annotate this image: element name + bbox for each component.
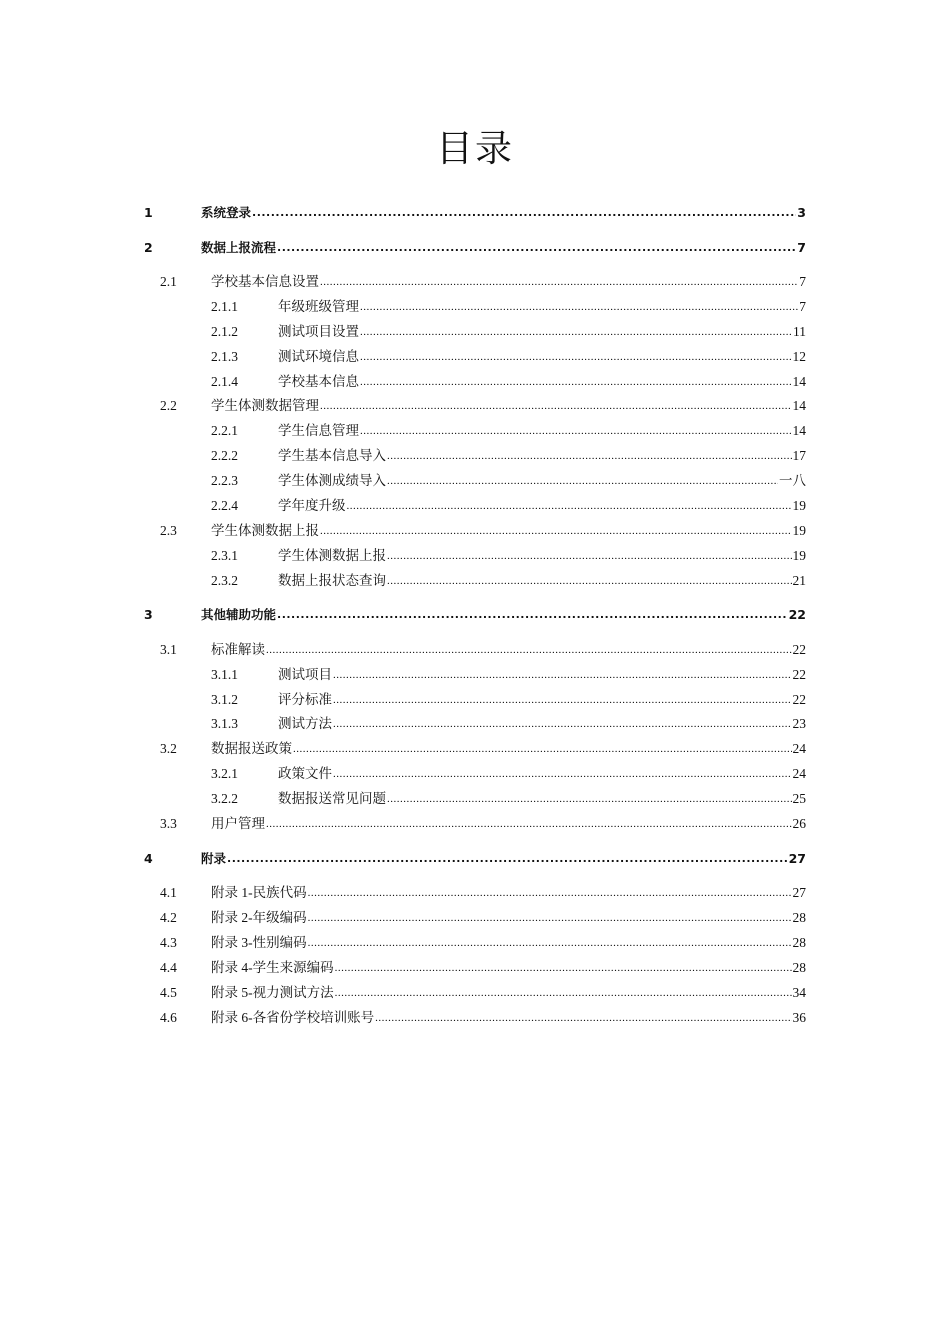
toc-entry[interactable]	[211, 714, 806, 734]
toc-entry[interactable]	[160, 958, 806, 978]
toc-entry-number: 4.2	[160, 910, 177, 925]
toc-dot-leader	[277, 238, 796, 258]
toc-entry-page-number: 3	[797, 205, 806, 220]
toc-entry[interactable]	[211, 546, 806, 566]
toc-dot-leader	[387, 789, 792, 809]
toc-entry[interactable]	[211, 347, 806, 367]
toc-entry-label: 附录 2-年级编码	[211, 910, 307, 925]
toc-dot-leader	[387, 446, 792, 466]
toc-entry-label: 学校基本信息设置	[211, 274, 319, 289]
toc-dot-leader	[333, 714, 792, 734]
toc-dot-leader	[360, 372, 792, 392]
toc-entry-page-number: 22	[792, 667, 806, 682]
toc-dot-leader	[266, 640, 792, 660]
page-title: 目录	[436, 127, 514, 170]
toc-entry[interactable]	[211, 665, 806, 685]
toc-entry-number: 2.2.2	[211, 448, 238, 463]
toc-entry[interactable]	[144, 849, 806, 869]
toc-entry[interactable]	[144, 605, 806, 625]
toc-entry-label: 附录	[201, 851, 227, 866]
toc-entry-label: 附录 4-学生来源编码	[211, 960, 334, 975]
toc-entry-number: 4.4	[160, 960, 177, 975]
toc-entry-number: 1	[144, 205, 153, 220]
toc-entry-label: 附录 6-各省份学校培训账号	[211, 1010, 375, 1025]
toc-entry-number: 2.3	[160, 523, 177, 538]
toc-entry-number: 4.1	[160, 885, 177, 900]
toc-entry-number: 3.2	[160, 741, 177, 756]
toc-entry-page-number: 26	[792, 816, 806, 831]
toc-entry-page-number: 27	[788, 851, 806, 866]
toc-entry-number: 2.1.3	[211, 349, 238, 364]
toc-entry-number: 2	[144, 240, 153, 255]
toc-dot-leader	[333, 764, 792, 784]
toc-entry-number: 3.1	[160, 642, 177, 657]
toc-entry-page-number: 19	[792, 548, 806, 563]
toc-dot-leader	[293, 739, 792, 759]
toc-entry-page-number: 28	[792, 935, 806, 950]
toc-entry-label: 数据上报状态查询	[278, 573, 386, 588]
toc-entry-label: 标准解读	[211, 642, 265, 657]
toc-entry-number: 2.2	[160, 398, 177, 413]
toc-entry-number: 3	[144, 607, 153, 622]
toc-entry-page-number: 36	[792, 1010, 806, 1025]
toc-entry[interactable]	[211, 446, 806, 466]
toc-entry-page-number: 24	[792, 741, 806, 756]
toc-entry-label: 学生信息管理	[278, 423, 359, 438]
toc-entry-label: 测试方法	[278, 716, 332, 731]
toc-entry-label: 数据报送常见问题	[278, 791, 386, 806]
toc-entry[interactable]	[144, 238, 806, 258]
toc-entry-label: 学生体测数据管理	[211, 398, 319, 413]
toc-entry-page-number: 17	[792, 448, 806, 463]
toc-entry-page-number: 14	[792, 423, 806, 438]
toc-dot-leader	[266, 814, 792, 834]
toc-dot-leader	[252, 203, 796, 223]
toc-entry[interactable]	[211, 789, 806, 809]
toc-dot-leader	[360, 347, 792, 367]
toc-entry-page-number: 12	[792, 349, 806, 364]
toc-entry-number: 4.3	[160, 935, 177, 950]
toc-entry-number: 3.1.3	[211, 716, 238, 731]
toc-entry-page-number: 19	[792, 523, 806, 538]
toc-entry[interactable]	[160, 272, 806, 292]
toc-entry[interactable]	[211, 322, 806, 342]
toc-entry-label: 评分标准	[278, 692, 332, 707]
toc-entry-label: 系统登录	[201, 205, 252, 220]
toc-dot-leader	[333, 665, 792, 685]
toc-dot-leader	[360, 297, 798, 317]
toc-entry-number: 2.1.1	[211, 299, 238, 314]
toc-entry-label: 测试项目设置	[278, 324, 359, 339]
toc-entry[interactable]	[211, 571, 806, 591]
toc-dot-leader	[387, 546, 792, 566]
toc-entry-label: 用户管理	[211, 816, 265, 831]
toc-entry[interactable]	[211, 764, 806, 784]
toc-dot-leader	[227, 849, 788, 869]
toc-entry-number: 2.1	[160, 274, 177, 289]
toc-dot-leader	[320, 272, 798, 292]
toc-dot-leader	[277, 605, 788, 625]
toc-entry[interactable]	[144, 203, 806, 223]
toc-entry-label: 数据报送政策	[211, 741, 292, 756]
toc-entry-page-number: 28	[792, 960, 806, 975]
toc-entry-page-number: 22	[792, 692, 806, 707]
toc-entry-number: 4.5	[160, 985, 177, 1000]
toc-dot-leader	[320, 521, 792, 541]
toc-entry-page-number: 28	[792, 910, 806, 925]
toc-entry[interactable]	[160, 396, 806, 416]
toc-entry-page-number: 7	[797, 240, 806, 255]
toc-entry-page-number: 34	[792, 985, 806, 1000]
toc-entry-number: 4.6	[160, 1010, 177, 1025]
toc-entry-number: 2.2.3	[211, 473, 238, 488]
toc-entry-label: 附录 1-民族代码	[211, 885, 307, 900]
toc-entry-label: 学生基本信息导入	[278, 448, 386, 463]
toc-entry[interactable]	[160, 521, 806, 541]
toc-entry-page-number: 22	[792, 642, 806, 657]
toc-entry-label: 学年度升级	[278, 498, 346, 513]
toc-entry-number: 2.3.2	[211, 573, 238, 588]
toc-entry[interactable]	[211, 297, 806, 317]
toc-entry[interactable]	[160, 814, 806, 834]
toc-entry-label: 年级班级管理	[278, 299, 359, 314]
toc-entry-number: 2.1.2	[211, 324, 238, 339]
toc-entry-label: 学生体测数据上报	[278, 548, 386, 563]
toc-entry-number: 3.3	[160, 816, 177, 831]
toc-entry[interactable]	[211, 372, 806, 392]
toc-dot-leader	[387, 471, 778, 491]
toc-dot-leader	[375, 1008, 791, 1028]
toc-dot-leader	[360, 421, 792, 441]
toc-entry-number: 2.2.4	[211, 498, 238, 513]
toc-entry-page-number: 19	[792, 498, 806, 513]
toc-entry-page-number: 27	[792, 885, 806, 900]
toc-entry-page-number: 14	[792, 374, 806, 389]
toc-entry-page-number: 24	[792, 766, 806, 781]
toc-dot-leader	[387, 571, 792, 591]
toc-entry-number: 2.3.1	[211, 548, 238, 563]
toc-entry-number: 3.1.2	[211, 692, 238, 707]
toc-entry[interactable]	[160, 883, 806, 903]
toc-dot-leader	[347, 496, 792, 516]
toc-entry[interactable]	[160, 640, 806, 660]
toc-entry-page-number: 25	[792, 791, 806, 806]
toc-entry-label: 政策文件	[278, 766, 332, 781]
toc-entry-label: 学校基本信息	[278, 374, 359, 389]
toc-entry-page-number: 11	[793, 324, 806, 339]
toc-entry-number: 3.1.1	[211, 667, 238, 682]
toc-dot-leader	[360, 322, 792, 342]
toc-entry-page-number: 23	[792, 716, 806, 731]
toc-entry[interactable]	[160, 1008, 806, 1028]
toc-entry[interactable]	[211, 496, 806, 516]
toc-entry[interactable]	[160, 908, 806, 928]
toc-dot-leader	[320, 396, 792, 416]
toc-entry-page-number: 14	[792, 398, 806, 413]
toc-entry-page-number: 7	[799, 299, 806, 314]
toc-dot-leader	[335, 983, 792, 1003]
toc-entry[interactable]	[160, 739, 806, 759]
toc-entry-page-number: 22	[788, 607, 806, 622]
toc-entry-label: 测试环境信息	[278, 349, 359, 364]
toc-entry[interactable]	[211, 690, 806, 710]
toc-entry[interactable]	[160, 983, 806, 1003]
toc-dot-leader	[308, 908, 792, 928]
toc-entry-page-number: 一八	[779, 473, 806, 488]
toc-entry-label: 测试项目	[278, 667, 332, 682]
toc-dot-leader	[308, 883, 792, 903]
toc-entry-number: 3.2.2	[211, 791, 238, 806]
toc-entry-number: 2.1.4	[211, 374, 238, 389]
toc-dot-leader	[308, 933, 792, 953]
toc-entry-page-number: 7	[799, 274, 806, 289]
toc-entry[interactable]	[211, 421, 806, 441]
toc-entry-label: 其他辅助功能	[201, 607, 277, 622]
toc-entry-number: 2.2.1	[211, 423, 238, 438]
toc-entry-label: 附录 5-视力测试方法	[211, 985, 334, 1000]
toc-entry-number: 4	[144, 851, 153, 866]
toc-entry-number: 3.2.1	[211, 766, 238, 781]
toc-dot-leader	[333, 690, 792, 710]
toc-dot-leader	[335, 958, 792, 978]
toc-entry-page-number: 21	[792, 573, 806, 588]
toc-entry-label: 学生体测成绩导入	[278, 473, 386, 488]
toc-entry-label: 学生体测数据上报	[211, 523, 319, 538]
toc-entry[interactable]	[160, 933, 806, 953]
toc-entry[interactable]	[211, 471, 806, 491]
toc-entry-label: 附录 3-性别编码	[211, 935, 307, 950]
toc-entry-label: 数据上报流程	[201, 240, 277, 255]
